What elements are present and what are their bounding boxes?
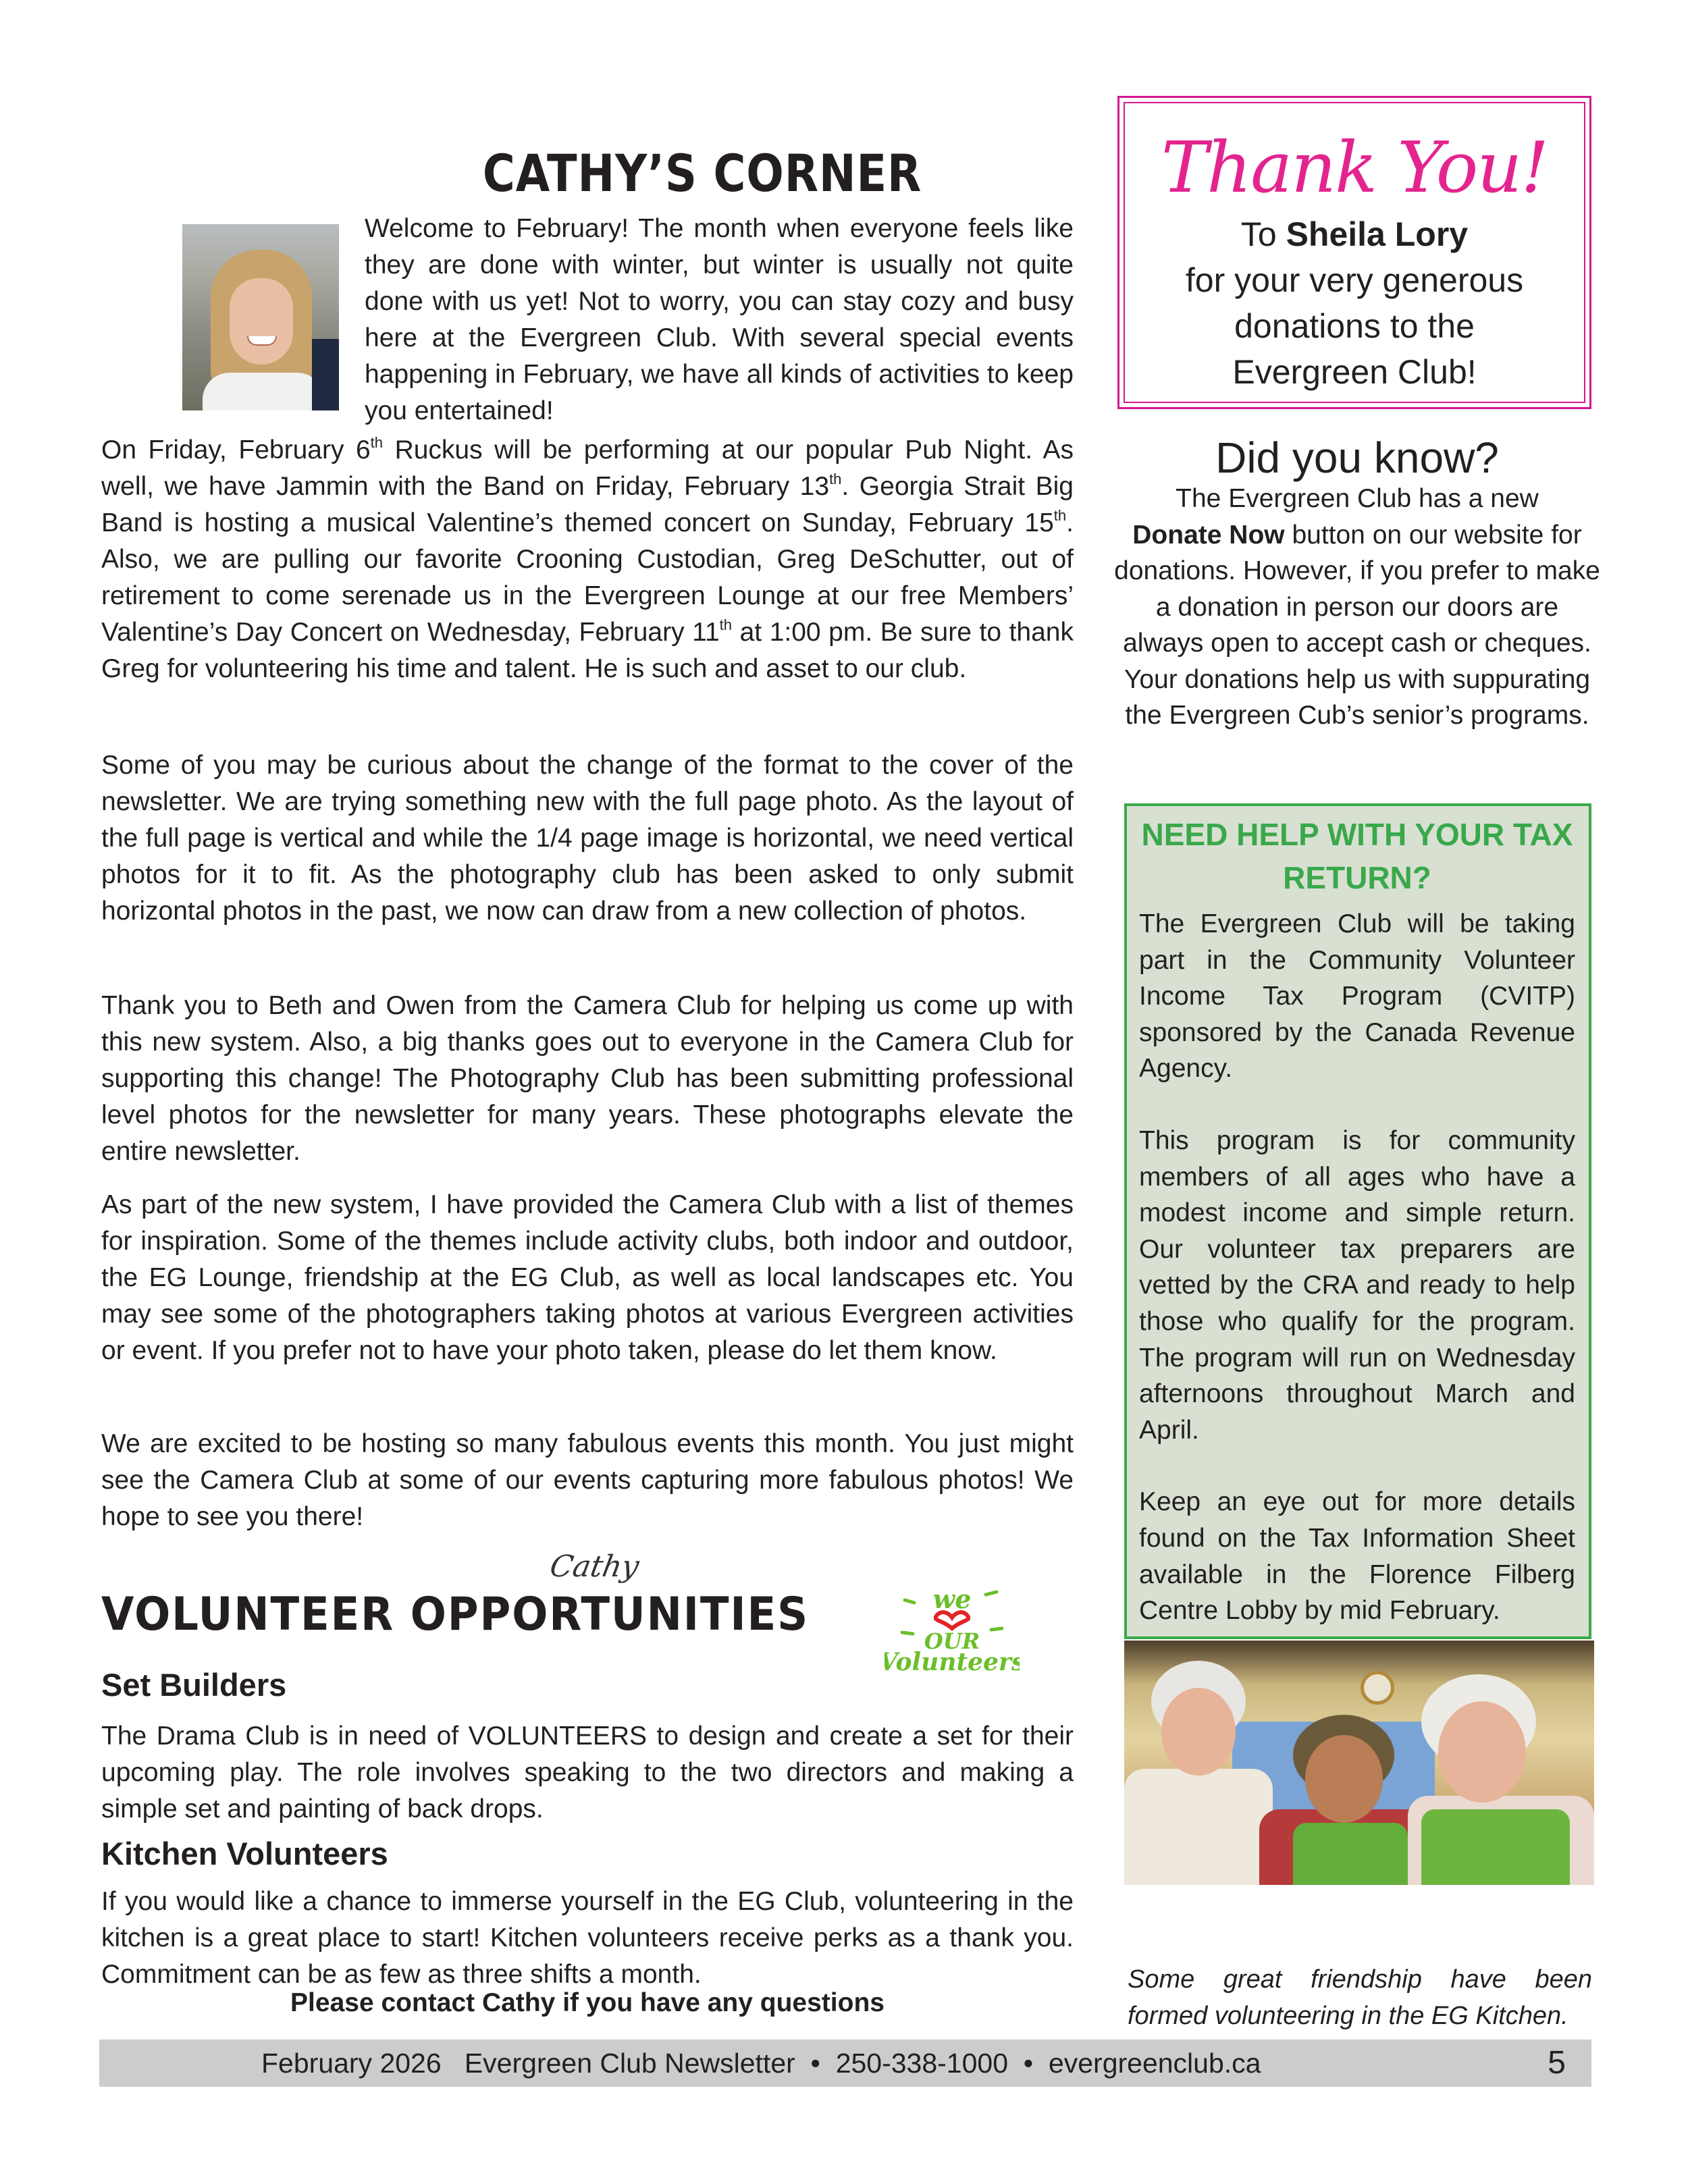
tax-help-title: NEED HELP WITH YOUR TAX RETURN? bbox=[1141, 817, 1573, 895]
svg-text:Volunteers: Volunteers bbox=[885, 1648, 1020, 1674]
tax-help-paragraph-3: Keep an eye out for more details found on the Tax Information Sheet available in the Florence Filberg Centre Lobby by mid February. bbox=[1139, 1487, 1575, 1626]
clock-icon bbox=[1361, 1671, 1394, 1705]
svg-text:OUR: OUR bbox=[924, 1628, 980, 1654]
intro-paragraph: Welcome to February! The month when everyone feels like they are done with winter, but winter is usually not quite done with us yet! Not to worry, you can stay cozy and busy here at the Evergreen Club. With several special events happening in February, we have all kinds of activities to keep you entertained! bbox=[365, 214, 1074, 425]
kitchen-volunteers-photo bbox=[1124, 1641, 1594, 1885]
closing-paragraph: We are excited to be hosting so many fabulous events this month. You just might see the Camera Club at some of our events capturing more fabulous photos! We hope to see you there! bbox=[101, 1429, 1074, 1531]
tax-help-paragraph-2: This program is for community members of all ages who have a modest income and simple return. Our volunteer tax preparers are vetted by the CRA and ready to help those who qualify for the program. The program will run on Wednesday afternoons throughout March and April. bbox=[1139, 1125, 1575, 1445]
cathy-portrait-photo bbox=[182, 224, 339, 410]
thank-you-script-heading: Thank You! bbox=[1161, 126, 1548, 209]
camera-club-thanks-paragraph: Thank you to Beth and Owen from the Camera Club for helping us come up with this new system. Also, a big thanks goes out to everyone in the Camera Club for supporting this change! The Photography Club has been submitting professional level photos for the newsletter for many years. These photographs elevate the entire newsletter. bbox=[101, 991, 1074, 1166]
did-you-know-body: The Evergreen Club has a new Donate Now button on our website for donations. However, if you prefer to make a donation in person our doors are always open to accept cash or cheques. Your donations help us with suppurating the Evergreen Cub’s senior’s programs. bbox=[1114, 484, 1600, 730]
format-paragraph: Some of you may be curious about the change of the format to the cover of the newsletter. We are trying something new with the full page photo. As the layout of the full page is vertical and while the 1/4 page image is horizontal, we need vertical photos for it to fit. As the photography club has been asked to only submit horizontal photos in the past, we now can draw from a new collection of photos. bbox=[101, 751, 1074, 926]
we-love-our-volunteers-logo bbox=[885, 1580, 1020, 1674]
thank-you-box bbox=[1117, 96, 1591, 409]
kitchen-volunteers-body: If you would like a chance to immerse yourself in the EG Club, volunteering in the kitchen is a great place to start! Kitchen volunteers receive perks as a thank you. Commitment can be as few as three shifts a month. bbox=[101, 1887, 1074, 1989]
kitchen-volunteers-heading: Kitchen Volunteers bbox=[101, 1836, 388, 1871]
events-paragraph: On Friday, February 6th Ruckus will be performing at our popular Pub Night. As well, we have Jammin with the Band on Friday, February 13th. Georgia Strait Big Band is hosting a musical Valentine’s themed concert on Sunday, February 15th. Also, we are pulling our favorite Crooning Custodian, Greg DeSchutter, out of retirement to come serenade us in the Evergreen Lounge at our free Members’ Valentine’s Day Concert on Wednesday, February 11th at 1:00 pm. Be sure to thank Greg for volunteering his time and talent. He is such and asset to our club. bbox=[101, 434, 1074, 683]
tax-help-box bbox=[1124, 803, 1591, 1639]
tax-help-paragraph-1: The Evergreen Club will be taking part in the Community Volunteer Income Tax Program (CVITP) sponsored by the Canada Revenue Agency. bbox=[1139, 909, 1575, 1084]
thank-you-recipient: To Sheila Lory bbox=[1240, 215, 1469, 253]
volunteer-opportunities-title: VOLUNTEER OPPORTUNITIES bbox=[101, 1588, 809, 1641]
contact-cathy-note: Please contact Cathy if you have any questions bbox=[290, 1988, 885, 2017]
page-number: 5 bbox=[1548, 2045, 1566, 2081]
set-builders-heading: Set Builders bbox=[101, 1667, 287, 1703]
thank-you-line-2: for your very generous bbox=[1185, 261, 1524, 299]
svg-text:we: we bbox=[932, 1584, 972, 1614]
set-builders-body: The Drama Club is in need of VOLUNTEERS to design and create a set for their upcoming play. The role involves speaking to the two directors and making a simple set and painting of back drops. bbox=[101, 1722, 1074, 1823]
themes-paragraph: As part of the new system, I have provided the Camera Club with a list of themes for inspiration. Some of the themes include activity clubs, both indoor and outdoor, the EG Lounge, friendship at the EG Club, as well as local landscapes etc. You may see some of the photographers taking photos at various Evergreen activities or event. If you prefer not to have your photo taken, please do let them know. bbox=[101, 1190, 1074, 1365]
cathy-signature: Cathy bbox=[547, 1549, 642, 1584]
heart-icon bbox=[885, 1580, 1020, 1674]
thank-you-line-4: Evergreen Club! bbox=[1232, 353, 1477, 391]
page-footer bbox=[99, 2040, 1591, 2087]
donate-now-label: Donate Now bbox=[1132, 520, 1285, 550]
photo-caption: Some great friendship have been formed volunteering in the EG Kitchen. bbox=[1128, 1965, 1592, 2030]
thank-you-line-3: donations to the bbox=[1234, 307, 1475, 345]
footer-info: February 2026 Evergreen Club Newsletter • 250-338-1000 • evergreenclub.ca bbox=[261, 2048, 1261, 2079]
cathys-corner-title: CATHY’S CORNER bbox=[482, 143, 922, 203]
did-you-know-title: Did you know? bbox=[1215, 433, 1499, 482]
donor-name: Sheila Lory bbox=[1286, 215, 1469, 253]
